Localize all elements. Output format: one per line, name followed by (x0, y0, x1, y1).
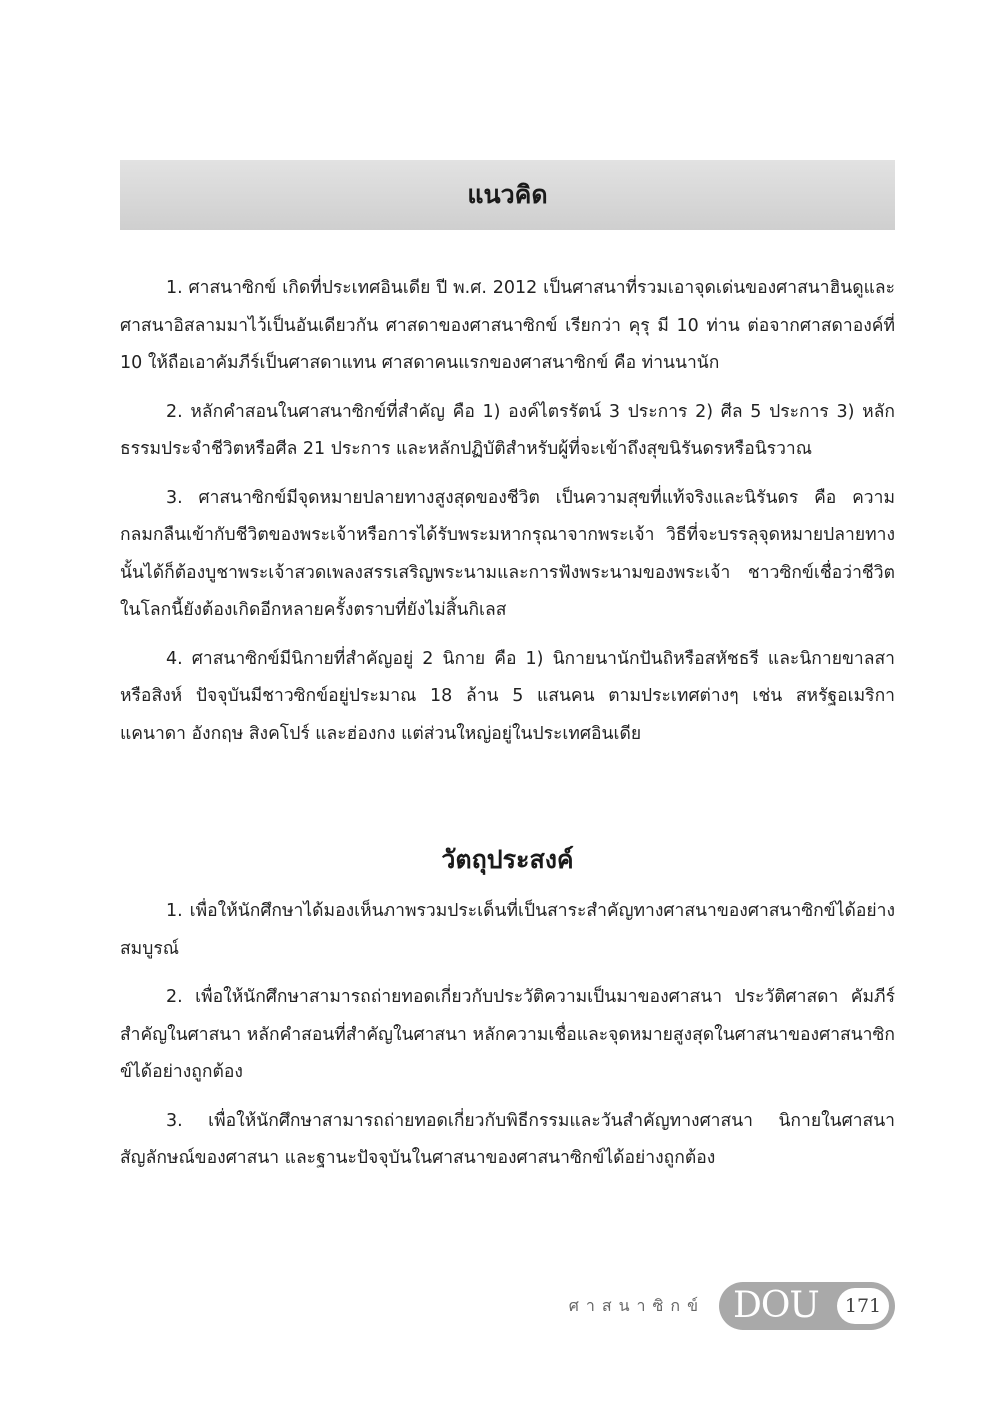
concept-paragraph-3: 3. ศาสนาซิกข์มีจุดหมายปลายทางสูงสุดของชีวิต เป็นความสุขที่แท้จริงและนิรันดร คือ ความกลมกลืนเข้ากับชีวิตของพระเจ้าหรือการได้รับพระมหากรุณาจากพระเจ้า วิธีที่จะบรรลุจุดหมายปลายทางนั้นได้ก็ต้องบูชาพระเจ้าสวดเพลงสรรเสริญพระนามและการฟังพระนามของพระเจ้า ชาวซิกข์เชื่อว่าชีวิตในโลกนี้ยังต้องเกิดอีกหลายครั้งตราบที่ยังไม่สิ้นกิเลส (120, 487, 895, 620)
concept-section (120, 270, 895, 764)
concept-heading: แนวคิด (467, 180, 548, 209)
concept-paragraph-1: 1. ศาสนาซิกข์ เกิดที่ประเทศอินเดีย ปี พ.ศ. 2012 เป็นศาสนาที่รวมเอาจุดเด่นของศาสนาฮินดูและศาสนาอิสลามมาไว้เป็นอันเดียวกัน ศาสดาของศาสนาซิกข์ เรียกว่า คุรุ มี 10 ท่าน ต่อจากศาสดาองค์ที่ 10 ให้ถือเอาคัมภีร์เป็นศาสดาแทน ศาสดาคนแรกของศาสนาซิกข์ คือ ท่านนานัก (120, 278, 895, 373)
concept-paragraph-4: 4. ศาสนาซิกข์มีนิกายที่สำคัญอยู่ 2 นิกาย คือ 1) นิกายนานักปันถิหรือสหัชธรี และนิกายขาลสาหรือสิงห์ ปัจจุบันมีชาวซิกข์อยู่ประมาณ 18 ล้าน 5 แสนคน ตามประเทศต่างๆ เช่น สหรัฐอเมริกา แคนาดา อังกฤษ สิงคโปร์ และฮ่องกง แต่ส่วนใหญ่อยู่ในประเทศอินเดีย (120, 648, 895, 744)
dou-logo-badge (719, 1282, 895, 1330)
concept-paragraph-2: 2. หลักคำสอนในศาสนาซิกข์ที่สำคัญ คือ 1) องค์ไตรรัตน์ 3 ประการ 2) ศีล 5 ประการ 3) หลักธรรมประจำชีวิตหรือศีล 21 ประการ และหลักปฏิบัติสำหรับผู้ที่จะเข้าถึงสุขนิรันดรหรือนิรวาณ (120, 401, 895, 459)
concept-heading-band (120, 160, 895, 230)
objective-paragraph-3: 3. เพื่อให้นักศึกษาสามารถถ่ายทอดเกี่ยวกับพิธีกรรมและวันสำคัญทางศาสนา นิกายในศาสนา สัญลักษณ์ของศาสนา และฐานะปัจจุบันในศาสนาของศาสนาซิกข์ได้อย่างถูกต้อง (120, 1110, 895, 1168)
objectives-section (120, 840, 895, 880)
dou-logo-text: DOU (733, 1285, 819, 1326)
objectives-heading: วัตถุประสงค์ (441, 845, 574, 874)
page-footer (569, 1282, 895, 1330)
objectives-body (120, 893, 895, 1189)
objective-paragraph-1: 1. เพื่อให้นักศึกษาได้มองเห็นภาพรวมประเด็นที่เป็นสาระสำคัญทางศาสนาของศาสนาซิกข์ได้อย่างสมบูรณ์ (120, 901, 895, 959)
page-number: 171 (837, 1288, 889, 1324)
footer-subject: ศาสนาซิกข์ (568, 1295, 705, 1315)
objective-paragraph-2: 2. เพื่อให้นักศึกษาสามารถถ่ายทอดเกี่ยวกับประวัติความเป็นมาของศาสนา ประวัติศาสดา คัมภีร์สำคัญในศาสนา หลักคำสอนที่สำคัญในศาสนา หลักความเชื่อและจุดหมายสูงสุดในศาสนาของศาสนาซิกข์ได้อย่างถูกต้อง (120, 987, 895, 1082)
